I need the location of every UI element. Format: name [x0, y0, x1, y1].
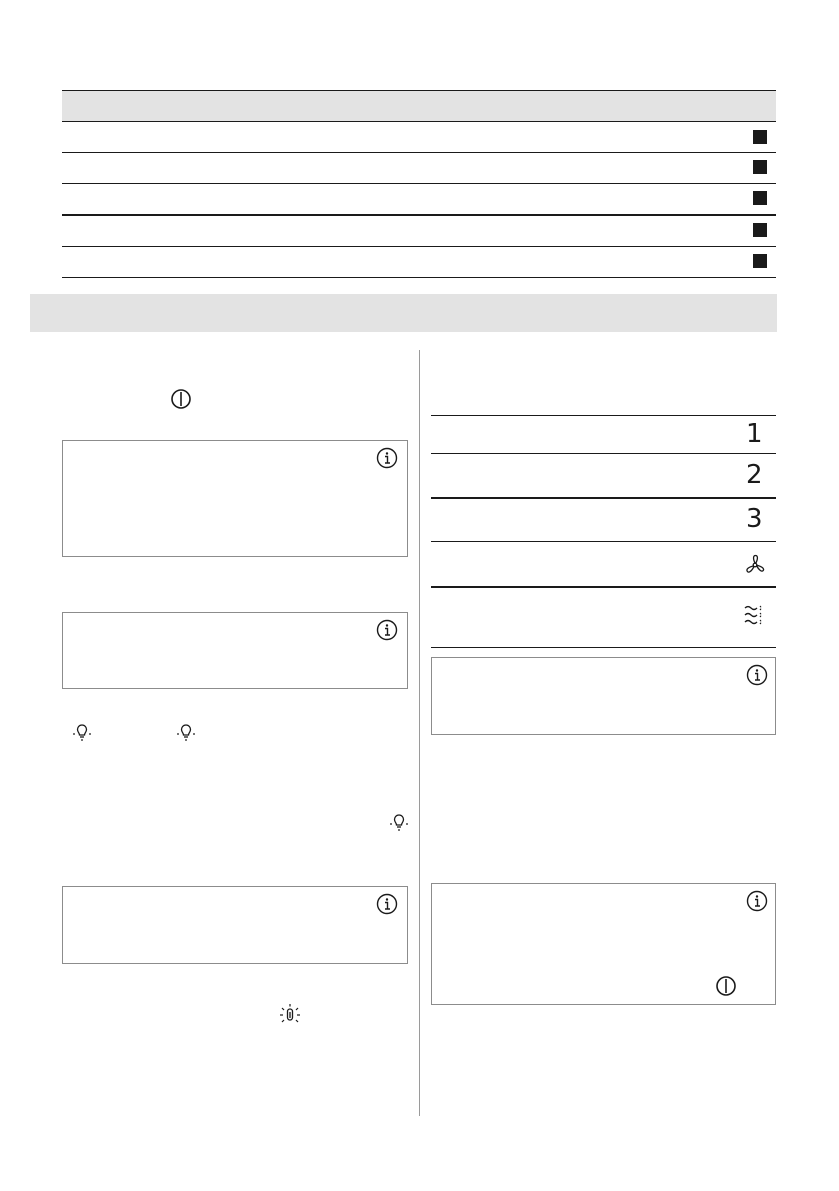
table-row-marker: [753, 254, 767, 268]
table-row-rule: [62, 246, 776, 247]
table-row-marker: [753, 223, 767, 237]
speed-level-2: 2: [746, 460, 763, 490]
fan-icon: [743, 553, 767, 577]
speed-level-1: 1: [746, 419, 763, 449]
top-table-header: [62, 90, 776, 121]
info-icon: [376, 619, 398, 641]
table-row-marker: [753, 191, 767, 205]
table-row-marker: [753, 130, 767, 144]
table-row-rule: [62, 183, 776, 184]
section-heading-band: [30, 294, 777, 332]
table-row-rule: [62, 277, 776, 278]
bulb-icon: [389, 812, 409, 832]
info-icon: [376, 447, 398, 469]
info-note-box: [62, 612, 408, 689]
power-icon: [715, 975, 737, 997]
wave-icon: [743, 603, 767, 627]
table-row-rule: [62, 214, 776, 216]
table-row-rule: [431, 453, 776, 454]
info-note-box: [431, 657, 776, 735]
table-row-rule: [431, 497, 776, 499]
table-row-marker: [753, 160, 767, 174]
table-row-rule: [62, 152, 776, 153]
table-row-rule: [431, 586, 776, 588]
column-divider: [419, 350, 420, 1116]
table-row-rule: [431, 415, 776, 416]
bulb-icon: [176, 722, 196, 742]
info-icon: [376, 893, 398, 915]
table-row-rule: [431, 647, 776, 648]
info-icon: [746, 890, 768, 912]
power-icon: [170, 388, 192, 410]
heat-lamp-icon: [278, 1003, 302, 1027]
table-row-rule: [431, 541, 776, 542]
info-note-box: [62, 440, 408, 557]
top-table-header-bottom-rule: [62, 121, 776, 122]
info-note-box: [431, 883, 776, 1005]
speed-level-3: 3: [746, 504, 763, 534]
info-note-box: [62, 886, 408, 964]
bulb-icon: [72, 722, 92, 742]
top-table-header-top-rule: [62, 90, 776, 91]
info-icon: [746, 664, 768, 686]
